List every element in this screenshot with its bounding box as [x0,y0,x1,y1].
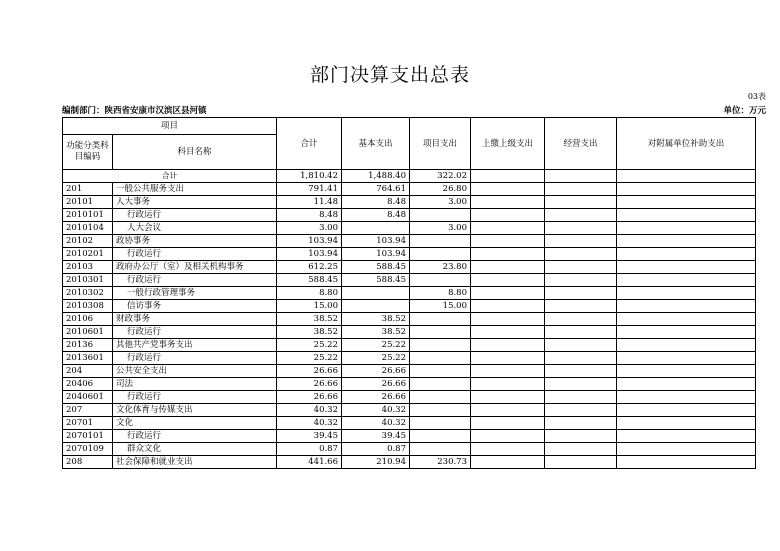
row-name: 政协事务 [113,235,277,248]
header-item: 项目 [63,118,277,135]
table-row [63,339,756,352]
header-total: 合计 [277,118,342,170]
row-basic: 39.45 [342,430,410,443]
row-total: 26.66 [277,391,342,404]
row-code: 208 [63,456,113,469]
table-row [63,183,756,196]
empty-cell [545,248,617,261]
row-code: 20136 [63,339,113,352]
empty-cell [617,222,756,235]
empty-cell [471,326,545,339]
row-basic: 8.48 [342,196,410,209]
row-name: 文化 [113,417,277,430]
row-project: 3.00 [410,222,471,235]
row-name: 行政运行 [113,430,277,443]
empty-cell [617,339,756,352]
total-row [63,170,756,183]
empty-cell [617,274,756,287]
empty-cell [471,261,545,274]
empty-cell [471,183,545,196]
row-name: 文化体育与传媒支出 [113,404,277,417]
row-basic: 588.45 [342,274,410,287]
empty-cell [617,365,756,378]
row-code: 2010201 [63,248,113,261]
row-project: 15.00 [410,300,471,313]
table-row [63,261,756,274]
empty-cell [471,443,545,456]
row-total: 39.45 [277,430,342,443]
table-row [63,313,756,326]
table-row [63,417,756,430]
page-title: 部门决算支出总表 [309,64,470,86]
row-basic: 588.45 [342,261,410,274]
table-row [63,235,756,248]
row-code: 2010601 [63,326,113,339]
empty-cell [545,196,617,209]
row-code: 201 [63,183,113,196]
empty-cell [545,209,617,222]
row-name: 司法 [113,378,277,391]
empty-cell [471,235,545,248]
empty-cell [617,430,756,443]
row-name: 行政运行 [113,391,277,404]
table-row [63,365,756,378]
row-basic [342,222,410,235]
row-total: 38.52 [277,313,342,326]
header-name: 科目名称 [113,135,277,170]
row-total: 40.32 [277,417,342,430]
row-total: 11.48 [277,196,342,209]
row-project [410,443,471,456]
empty-cell [545,274,617,287]
row-name: 行政运行 [113,248,277,261]
row-total: 588.45 [277,274,342,287]
empty-cell [545,339,617,352]
table-row [63,443,756,456]
empty-cell [545,456,617,469]
row-total: 103.94 [277,248,342,261]
row-total: 103.94 [277,235,342,248]
row-name: 行政运行 [113,209,277,222]
row-total: 8.80 [277,287,342,300]
row-total: 8.48 [277,209,342,222]
row-project [410,391,471,404]
empty-cell [545,287,617,300]
row-total: 26.66 [277,378,342,391]
empty-cell [617,404,756,417]
row-project [410,339,471,352]
row-name: 公共安全支出 [113,365,277,378]
row-code: 2010302 [63,287,113,300]
row-name: 其他共产党事务支出 [113,339,277,352]
row-basic: 26.66 [342,391,410,404]
total-label: 合计 [63,170,277,183]
empty-cell [471,391,545,404]
empty-cell [617,313,756,326]
row-name: 群众文化 [113,443,277,456]
header-basic: 基本支出 [342,118,410,170]
row-name: 人大会议 [113,222,277,235]
table-row [63,378,756,391]
row-project: 8.80 [410,287,471,300]
row-name: 一般公共服务支出 [113,183,277,196]
row-total: 25.22 [277,352,342,365]
empty-cell [545,365,617,378]
total-amount: 1,810.42 [277,170,342,183]
empty-cell [471,287,545,300]
empty-cell [617,417,756,430]
row-code: 207 [63,404,113,417]
row-name: 社会保障和就业支出 [113,456,277,469]
empty-cell [545,352,617,365]
empty-cell [617,456,756,469]
empty-cell [471,313,545,326]
row-name: 政府办公厅（室）及相关机构事务 [113,261,277,274]
empty-cell [471,456,545,469]
row-name: 一般行政管理事务 [113,287,277,300]
empty-cell [471,274,545,287]
total-basic: 1,488.40 [342,170,410,183]
empty-cell [471,430,545,443]
row-basic [342,287,410,300]
row-basic: 0.87 [342,443,410,456]
table-row [63,248,756,261]
empty-cell [471,417,545,430]
table-row [63,430,756,443]
table-row [63,352,756,365]
table-row [63,456,756,469]
row-name: 财政事务 [113,313,277,326]
row-code: 2010101 [63,209,113,222]
empty-cell [545,378,617,391]
empty-cell [617,261,756,274]
row-project: 26.80 [410,183,471,196]
empty-cell [617,248,756,261]
empty-cell [617,235,756,248]
row-basic: 103.94 [342,248,410,261]
row-project [410,313,471,326]
empty-cell [617,378,756,391]
row-project: 230.73 [410,456,471,469]
empty-cell [617,183,756,196]
row-basic: 38.52 [342,326,410,339]
empty-cell [471,365,545,378]
row-project [410,274,471,287]
table-row [63,300,756,313]
empty-cell [545,222,617,235]
header-subsidy: 对附属单位补助支出 [617,118,756,170]
empty-cell [617,209,756,222]
table-row [63,196,756,209]
row-project [410,430,471,443]
header-project: 项目支出 [410,118,471,170]
row-project [410,404,471,417]
row-code: 20701 [63,417,113,430]
row-total: 3.00 [277,222,342,235]
table-row [63,391,756,404]
row-name: 行政运行 [113,352,277,365]
row-project [410,326,471,339]
row-code: 204 [63,365,113,378]
row-project [410,248,471,261]
row-total: 26.66 [277,365,342,378]
row-code: 20103 [63,261,113,274]
total-project: 322.02 [410,170,471,183]
row-code: 2013601 [63,352,113,365]
row-total: 612.25 [277,261,342,274]
empty-cell [471,352,545,365]
row-project: 3.00 [410,196,471,209]
row-code: 20101 [63,196,113,209]
row-name: 行政运行 [113,326,277,339]
unit-label: 编制部门：陕西省安康市汉滨区县河镇 [62,106,207,116]
row-project [410,365,471,378]
row-basic: 26.66 [342,378,410,391]
row-total: 791.41 [277,183,342,196]
empty-cell [545,261,617,274]
row-basic: 103.94 [342,235,410,248]
row-total: 441.66 [277,456,342,469]
empty-cell [471,222,545,235]
row-code: 2070101 [63,430,113,443]
empty-cell [617,326,756,339]
empty-cell [545,300,617,313]
form-number: 03表 [747,92,766,101]
row-code: 2010301 [63,274,113,287]
empty-cell [545,235,617,248]
empty-cell [617,443,756,456]
empty-cell [617,196,756,209]
empty-cell [617,352,756,365]
table-row [63,274,756,287]
empty-cell [545,430,617,443]
empty-cell [471,378,545,391]
row-basic [342,300,410,313]
row-project [410,378,471,391]
empty-cell [471,196,545,209]
empty-cell [471,248,545,261]
empty-cell [545,417,617,430]
row-basic: 25.22 [342,339,410,352]
header-business: 经营支出 [545,118,617,170]
row-basic: 764.61 [342,183,410,196]
row-total: 38.52 [277,326,342,339]
row-basic: 8.48 [342,209,410,222]
empty-cell [471,339,545,352]
row-project [410,235,471,248]
empty-cell [545,404,617,417]
row-project: 23.80 [410,261,471,274]
row-code: 20106 [63,313,113,326]
empty-cell [545,313,617,326]
row-total: 15.00 [277,300,342,313]
empty-cell [545,391,617,404]
empty-cell [617,300,756,313]
empty-cell [471,300,545,313]
empty-cell [545,443,617,456]
row-code: 20406 [63,378,113,391]
row-project [410,209,471,222]
row-total: 40.32 [277,404,342,417]
row-code: 2010308 [63,300,113,313]
empty-cell [545,183,617,196]
row-basic: 40.32 [342,417,410,430]
row-project [410,352,471,365]
row-basic: 210.94 [342,456,410,469]
row-name: 信访事务 [113,300,277,313]
row-code: 2070109 [63,443,113,456]
row-total: 0.87 [277,443,342,456]
table-row [63,222,756,235]
header-upper: 上缴上级支出 [471,118,545,170]
table-row [63,326,756,339]
expenditure-table [62,117,756,469]
header-code: 功能分类科目编码 [63,135,113,170]
table-row [63,287,756,300]
row-name: 行政运行 [113,274,277,287]
row-code: 2010104 [63,222,113,235]
row-basic: 26.66 [342,365,410,378]
row-code: 20102 [63,235,113,248]
empty-cell [471,404,545,417]
empty-cell [471,209,545,222]
row-code: 2040601 [63,391,113,404]
currency-unit: 单位：万元 [723,106,766,116]
row-basic: 38.52 [342,313,410,326]
row-project [410,417,471,430]
empty-cell [545,326,617,339]
row-name: 人大事务 [113,196,277,209]
row-basic: 25.22 [342,352,410,365]
row-basic: 40.32 [342,404,410,417]
row-total: 25.22 [277,339,342,352]
table-row [63,209,756,222]
table-row [63,404,756,417]
empty-cell [617,391,756,404]
empty-cell [617,287,756,300]
